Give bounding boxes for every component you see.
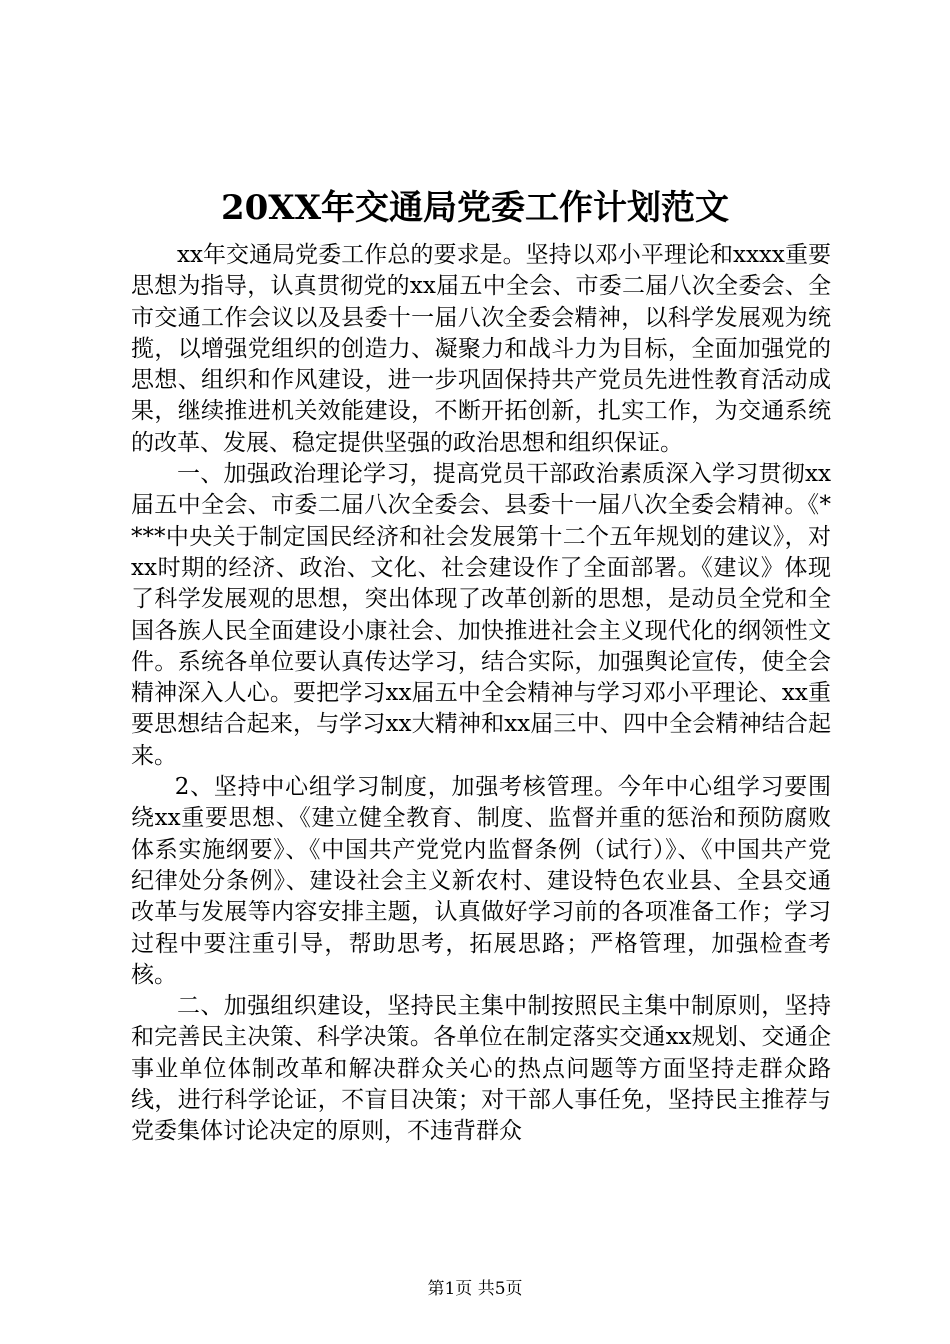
paragraph-item-2: 2、坚持中心组学习制度，加强考核管理。今年中心组学习要围绕xx重要思想、《建立健全教育、制度、监督并重的惩治和预防腐败体系实施纲要》、《中国共产党党内监督条例（试行）》、《中国共产党纪律处分条例》、建设社会主义新农村、建设特色农业县、全县交通改革与发展等内容安排主题，认真做好学习前的各项准备工作；学习过程中要注重引导，帮助思考，拓展思路；严格管理，加强检查考核。 <box>131 774 831 988</box>
document-title: 20XX年交通局党委工作计划范文 <box>220 188 730 228</box>
document-body <box>131 240 831 1148</box>
paragraph-section-2: 二、加强组织建设，坚持民主集中制按照民主集中制原则，坚持和完善民主决策、科学决策。各单位在制定落实交通xx规划、交通企事业单位体制改革和解决群众关心的热点问题等方面坚持走群众路线，进行科学论证，不盲目决策；对干部人事任免，坚持民主推荐与党委集体讨论决定的原则，不违背群众 <box>131 993 831 1145</box>
page-footer: 第1页 共5页 <box>427 1279 523 1299</box>
paragraph-section-1: 一、加强政治理论学习，提高党员干部政治素质深入学习贯彻xx届五中全会、市委二届八次全委会、县委十一届八次全委会精神。《****中央关于制定国民经济和社会发展第十二个五年规划的建议》，对xx时期的经济、政治、文化、社会建设作了全面部署。《建议》体现了科学发展观的思想，突出体现了改革创新的思想，是动员全党和全国各族人民全面建设小康社会、加快推进社会主义现代化的纲领性文件。系统各单位要认真传达学习，结合实际，加强舆论宣传，使全会精神深入人心。要把学习xx届五中全会精神与学习邓小平理论、xx重要思想结合起来，与学习xx大精神和xx届三中、四中全会精神结合起来。 <box>131 461 831 769</box>
paragraph-intro: xx年交通局党委工作总的要求是。坚持以邓小平理论和xxxx重要思想为指导，认真贯彻党的xx届五中全会、市委二届八次全委会、全市交通工作会议以及县委十一届八次全委会精神，以科学发展观为统揽，以增强党组织的创造力、凝聚力和战斗力为目标，全面加强党的思想、组织和作风建设，进一步巩固保持共产党员先进性教育活动成果，继续推进机关效能建设，不断开拓创新，扎实工作，为交通系统的改革、发展、稳定提供坚强的政治思想和组织保证。 <box>131 242 831 456</box>
